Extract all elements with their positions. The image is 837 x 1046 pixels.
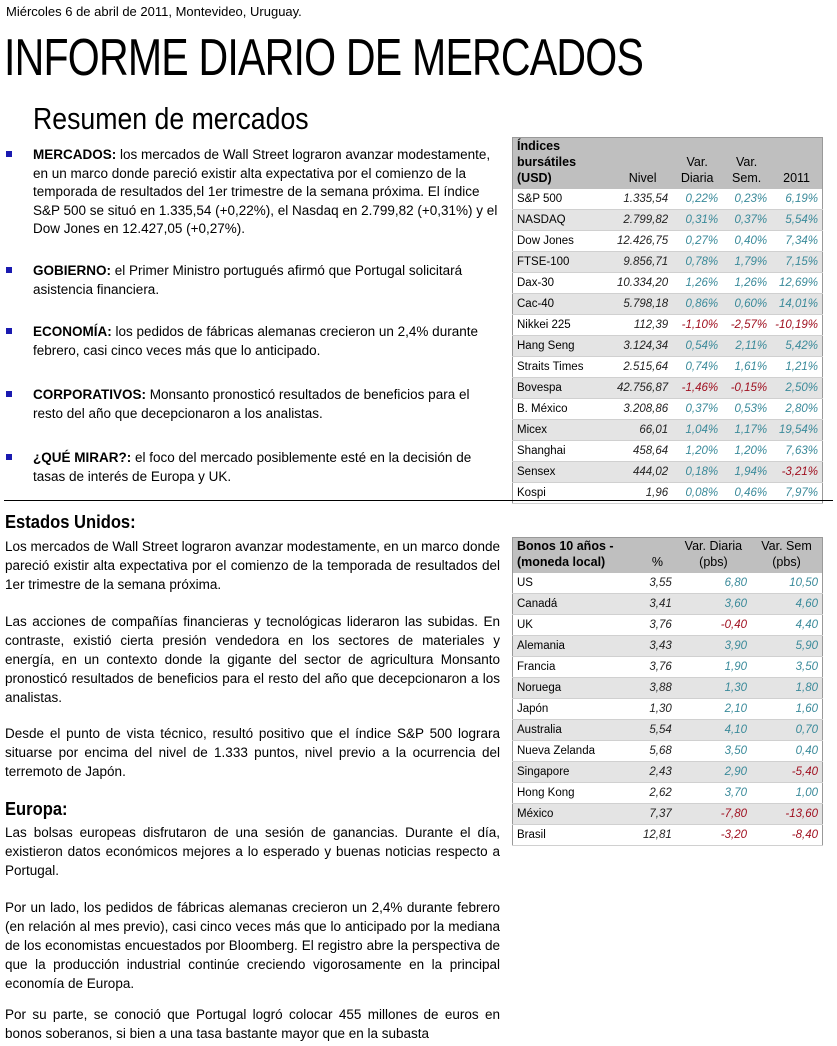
dateline: Miércoles 6 de abril de 2011, Montevideo, Uruguay. [6,4,302,19]
bond-var-diaria: 3,90 [676,636,751,657]
index-name: Kospi [513,483,614,504]
bond-var-diaria: 6,80 [676,573,751,594]
bond-yield: 12,81 [639,825,676,846]
bullet-label: CORPORATIVOS: [33,387,147,402]
report-title: INFORME DIARIO DE MERCADOS [4,29,644,87]
index-ytd-2011: 7,34% [771,231,822,252]
index-var-diaria: 0,18% [672,462,722,483]
bullet-gobierno [6,262,501,299]
bond-var-diaria: 3,60 [676,594,751,615]
index-var-sem: 0,46% [722,483,771,504]
table-row [513,399,823,420]
bond-var-diaria: -7,80 [676,804,751,825]
bullet-mercados [6,146,501,239]
index-var-diaria: 0,74% [672,357,722,378]
us-paragraph: Desde el punto de vista técnico, resultó positivo que el índice S&P 500 lograra situarse por encima del nivel de 1.333 puntos, nivel previo a la ocurrencia del terremoto de Japón. [5,726,500,779]
table-row [513,273,823,294]
index-ytd-2011: 5,42% [771,336,822,357]
table-row [513,336,823,357]
bond-country: Hong Kong [513,783,640,804]
index-var-diaria: 0,37% [672,399,722,420]
col-header-bono: Bonos 10 años - (moneda local) [513,538,640,574]
index-var-diaria: 0,54% [672,336,722,357]
col-header-pct: % [639,538,676,574]
index-var-sem: 1,94% [722,462,771,483]
bond-country: Francia [513,657,640,678]
bullet-text: los pedidos de fábricas alemanas crecieron un 2,4% durante febrero, casi cinco veces más que lo anticipado. [33,324,478,358]
bond-yield: 5,68 [639,741,676,762]
index-level: 9.856,71 [613,252,672,273]
index-name: Dow Jones [513,231,614,252]
index-level: 458,64 [613,441,672,462]
square-bullet-icon [6,151,12,157]
index-var-diaria: 1,26% [672,273,722,294]
index-ytd-2011: 1,21% [771,357,822,378]
index-name: Cac-40 [513,294,614,315]
index-level: 2.799,82 [613,210,672,231]
index-ytd-2011: -10,19% [771,315,822,336]
table-row [513,441,823,462]
square-bullet-icon [6,454,12,460]
index-name: Bovespa [513,378,614,399]
indices-table [512,137,823,504]
eu-paragraph: Las bolsas europeas disfrutaron de una sesión de ganancias. Durante el día, existieron datos económicos mejores a lo esperado y buenas noticias respecto a Portugal. [5,825,500,878]
bond-var-sem: 10,50 [751,573,822,594]
table-row [513,315,823,336]
bullet-label: ECONOMÍA: [33,324,112,339]
bond-var-sem: 4,60 [751,594,822,615]
index-name: NASDAQ [513,210,614,231]
index-level: 3.124,34 [613,336,672,357]
table-row [513,594,823,615]
index-name: Dax-30 [513,273,614,294]
col-header-2011: 2011 [771,138,822,190]
bond-var-diaria: 3,70 [676,783,751,804]
bond-country: México [513,804,640,825]
table-row [513,231,823,252]
square-bullet-icon [6,391,12,397]
bond-var-diaria: -3,20 [676,825,751,846]
bond-yield: 5,54 [639,720,676,741]
index-ytd-2011: 14,01% [771,294,822,315]
bond-var-sem: 1,80 [751,678,822,699]
index-ytd-2011: -3,21% [771,462,822,483]
bond-country: Alemania [513,636,640,657]
col-header-var-diaria: Var. Diaria [672,138,722,190]
bonos-table [512,537,823,846]
index-level: 444,02 [613,462,672,483]
index-var-diaria: 0,22% [672,189,722,210]
table-row [513,420,823,441]
index-name: Nikkei 225 [513,315,614,336]
index-var-sem: 1,26% [722,273,771,294]
bond-var-diaria: 4,10 [676,720,751,741]
index-name: B. México [513,399,614,420]
bullet-label: ¿QUÉ MIRAR?: [33,450,132,465]
index-var-diaria: -1,46% [672,378,722,399]
index-ytd-2011: 2,50% [771,378,822,399]
table-row [513,636,823,657]
bullet-text: Monsanto pronosticó resultados de beneficios para el resto del año que decepcionaron a los analistas. [33,387,470,421]
index-name: S&P 500 [513,189,614,210]
table-row [513,804,823,825]
bond-country: Japón [513,699,640,720]
table-row [513,762,823,783]
table-row [513,294,823,315]
bond-yield: 3,43 [639,636,676,657]
index-level: 112,39 [613,315,672,336]
bond-country: UK [513,615,640,636]
bullet-economia [6,323,501,360]
index-name: Hang Seng [513,336,614,357]
index-level: 66,01 [613,420,672,441]
table-row [513,573,823,594]
heading-estados-unidos: Estados Unidos: [5,512,136,532]
table-row [513,252,823,273]
index-var-sem: 1,20% [722,441,771,462]
section-subtitle: Resumen de mercados [33,101,309,136]
bond-var-diaria: 3,50 [676,741,751,762]
bond-country: Australia [513,720,640,741]
col-header-var-sem-pbs: Var. Sem (pbs) [751,538,822,574]
index-var-diaria: 0,86% [672,294,722,315]
table-row [513,783,823,804]
index-var-diaria: 0,31% [672,210,722,231]
bond-var-sem: 1,60 [751,699,822,720]
index-var-sem: -0,15% [722,378,771,399]
index-var-diaria: 0,27% [672,231,722,252]
bond-var-diaria: -0,40 [676,615,751,636]
index-ytd-2011: 12,69% [771,273,822,294]
square-bullet-icon [6,267,12,273]
table-row [513,741,823,762]
table-row [513,657,823,678]
index-ytd-2011: 2,80% [771,399,822,420]
index-var-sem: 0,37% [722,210,771,231]
index-var-diaria: -1,10% [672,315,722,336]
index-level: 1.335,54 [613,189,672,210]
bond-country: Nueva Zelanda [513,741,640,762]
col-header-nivel: Nivel [613,138,672,190]
bond-country: Canadá [513,594,640,615]
index-var-sem: 2,11% [722,336,771,357]
bond-yield: 3,55 [639,573,676,594]
bond-var-diaria: 1,30 [676,678,751,699]
index-ytd-2011: 7,15% [771,252,822,273]
bullet-label: MERCADOS: [33,147,117,162]
index-ytd-2011: 6,19% [771,189,822,210]
table-row [513,699,823,720]
bond-var-sem: 0,40 [751,741,822,762]
index-name: Micex [513,420,614,441]
bond-var-sem: -8,40 [751,825,822,846]
bond-var-sem: -5,40 [751,762,822,783]
table-row [513,210,823,231]
bond-country: Singapore [513,762,640,783]
eu-paragraph: Por su parte, se conoció que Portugal logró colocar 455 millones de euros en bonos soberanos, si bien a una tasa bastante mayor que en la subasta [5,1007,500,1041]
table-row [513,678,823,699]
bullet-que-mirar [6,449,501,486]
index-var-sem: 1,79% [722,252,771,273]
section-divider [4,500,833,501]
table-row [513,378,823,399]
bullet-text: el foco del mercado posiblemente esté en la decisión de tasas de interés de Europa y UK. [33,450,472,484]
bond-country: Brasil [513,825,640,846]
bond-yield: 3,41 [639,594,676,615]
bond-yield: 1,30 [639,699,676,720]
bullet-label: GOBIERNO: [33,263,112,278]
square-bullet-icon [6,328,12,334]
index-level: 12.426,75 [613,231,672,252]
index-var-sem: 0,53% [722,399,771,420]
bond-var-diaria: 2,90 [676,762,751,783]
bond-yield: 7,37 [639,804,676,825]
index-ytd-2011: 5,54% [771,210,822,231]
index-var-sem: 0,23% [722,189,771,210]
bullet-text: los mercados de Wall Street lograron avanzar modestamente, en un marco donde pareció existir alta expectativa por el comienzo de la temporada de resultados del 1er trimestre de la semana próxima. El índice S&P 500 se situó en 1.335,54 (+0,22%), el Nasdaq en 2.799,82 (+0,31%) y el Dow Jones en 12.427,05 (+0,27%). [33,147,498,236]
index-name: Shanghai [513,441,614,462]
index-var-sem: 1,61% [722,357,771,378]
bullet-corporativos [6,386,501,423]
index-level: 5.798,18 [613,294,672,315]
index-name: Sensex [513,462,614,483]
bond-country: US [513,573,640,594]
bullet-text: el Primer Ministro portugués afirmó que Portugal solicitará asistencia financiera. [33,263,463,297]
index-level: 42.756,87 [613,378,672,399]
bond-yield: 3,88 [639,678,676,699]
bond-var-sem: 3,50 [751,657,822,678]
index-var-sem: 0,40% [722,231,771,252]
table-row [513,615,823,636]
index-ytd-2011: 7,63% [771,441,822,462]
index-var-diaria: 1,20% [672,441,722,462]
bond-var-sem: 4,40 [751,615,822,636]
col-header-var-diaria-pbs: Var. Diaria (pbs) [676,538,751,574]
table-row [513,357,823,378]
col-header-var-sem: Var. Sem. [722,138,771,190]
index-var-diaria: 0,08% [672,483,722,504]
table-row [513,189,823,210]
index-level: 2.515,64 [613,357,672,378]
bond-var-sem: 5,90 [751,636,822,657]
table-row [513,462,823,483]
us-paragraph: Las acciones de compañías financieras y tecnológicas lideraron las subidas. En contraste, existió cierta presión vendedora en los sectores de materiales y energía, en un contexto donde la gigante del sector de agricultura Monsanto pronosticó resultados de beneficios para el resto del año que decepcionaron a los analistas. [5,614,500,705]
bond-yield: 3,76 [639,657,676,678]
table-row [513,825,823,846]
bond-yield: 2,43 [639,762,676,783]
index-ytd-2011: 7,97% [771,483,822,504]
bond-country: Noruega [513,678,640,699]
eu-paragraph: Por un lado, los pedidos de fábricas alemanas crecieron un 2,4% durante febrero (en relación al mes previo), casi cinco veces más que lo anticipado por la mediana de los economistas encuestados por Bloomberg. El registro abre la perspectiva de que la producción industrial continúe creciendo vigorosamente en la principal economía de Europa. [5,900,500,991]
index-name: Straits Times [513,357,614,378]
index-name: FTSE-100 [513,252,614,273]
table-row [513,720,823,741]
index-var-sem: -2,57% [722,315,771,336]
bond-var-sem: 1,00 [751,783,822,804]
bond-var-sem: -13,60 [751,804,822,825]
bond-var-diaria: 2,10 [676,699,751,720]
index-var-sem: 1,17% [722,420,771,441]
index-ytd-2011: 19,54% [771,420,822,441]
bond-var-diaria: 1,90 [676,657,751,678]
bond-yield: 3,76 [639,615,676,636]
col-header-index: Índices bursátiles (USD) [513,138,614,190]
index-level: 3.208,86 [613,399,672,420]
index-level: 10.334,20 [613,273,672,294]
heading-europa: Europa: [5,799,68,819]
index-var-diaria: 0,78% [672,252,722,273]
index-level: 1,96 [613,483,672,504]
bond-var-sem: 0,70 [751,720,822,741]
us-paragraph: Los mercados de Wall Street lograron avanzar modestamente, en un marco donde pareció existir alta expectativa por el comienzo de la temporada de resultados del 1er trimestre de la semana próxima. [5,539,500,592]
bond-yield: 2,62 [639,783,676,804]
index-var-sem: 0,60% [722,294,771,315]
index-var-diaria: 1,04% [672,420,722,441]
